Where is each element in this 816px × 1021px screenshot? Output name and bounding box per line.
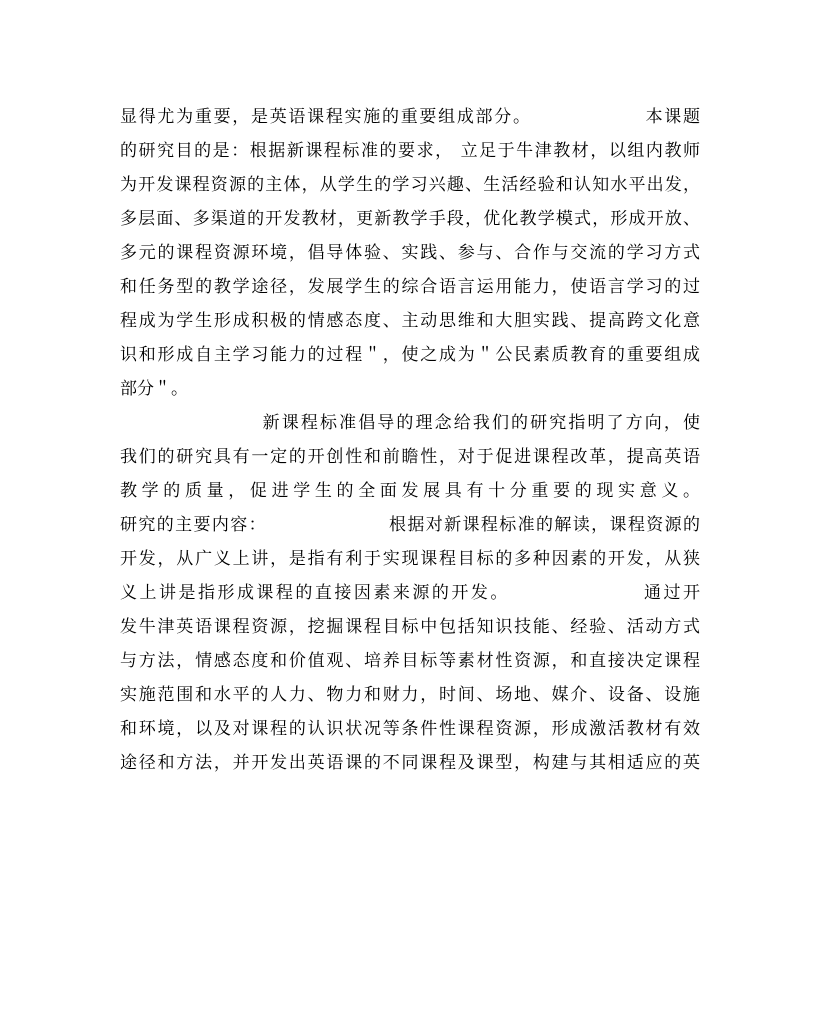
text-line: 的研究目的是：根据新课程标准的要求， 立足于牛津教材，以组内教师: [120, 141, 700, 161]
text-line: 多层面、多渠道的开发教材，更新教学手段，优化教学模式，形成开放、: [120, 209, 700, 229]
text-line: 我们的研究具有一定的开创性和前瞻性，对于促进课程改革，提高英语: [120, 447, 700, 467]
text-line: 部分＂。: [120, 379, 188, 399]
text-line: 教学的质量，促进学生的全面发展具有十分重要的现实意义。: [120, 481, 700, 501]
text-line: 和任务型的教学途径，发展学生的综合语言运用能力，使语言学习的过: [120, 277, 700, 297]
text-line: 发牛津英语课程资源，挖掘课程目标中包括知识技能、经验、活动方式: [120, 617, 700, 637]
body-text: [120, 100, 700, 780]
text-line: 和环境，以及对课程的认识状况等条件性课程资源，形成激活教材有效: [120, 719, 700, 739]
text-line: 开发，从广义上讲，是指有利于实现课程目标的多种因素的开发，从狭: [120, 549, 700, 569]
text-line: 新课程标准倡导的理念给我们的研究指明了方向，使: [120, 413, 700, 433]
text-line: 显得尤为重要，是英语课程实施的重要组成部分。 本课题: [120, 107, 700, 127]
text-line: 研究的主要内容： 根据对新课程标准的解读，课程资源的: [120, 515, 700, 535]
text-line: 途径和方法，并开发出英语课的不同课程及课型，构建与其相适应的英: [120, 753, 700, 773]
text-line: 与方法，情感态度和价值观、培养目标等素材性资源，和直接决定课程: [120, 651, 700, 671]
text-line: 多元的课程资源环境，倡导体验、实践、参与、合作与交流的学习方式: [120, 243, 700, 263]
text-line: 程成为学生形成积极的情感态度、主动思维和大胆实践、提高跨文化意: [120, 311, 700, 331]
text-line: 识和形成自主学习能力的过程＂，使之成为＂公民素质教育的重要组成: [120, 345, 700, 365]
text-line: 为开发课程资源的主体，从学生的学习兴趣、生活经验和认知水平出发，: [120, 175, 700, 195]
text-line: 实施范围和水平的人力、物力和财力，时间、场地、媒介、设备、设施: [120, 685, 700, 705]
text-line: 义上讲是指形成课程的直接因素来源的开发。 通过开: [120, 583, 700, 603]
